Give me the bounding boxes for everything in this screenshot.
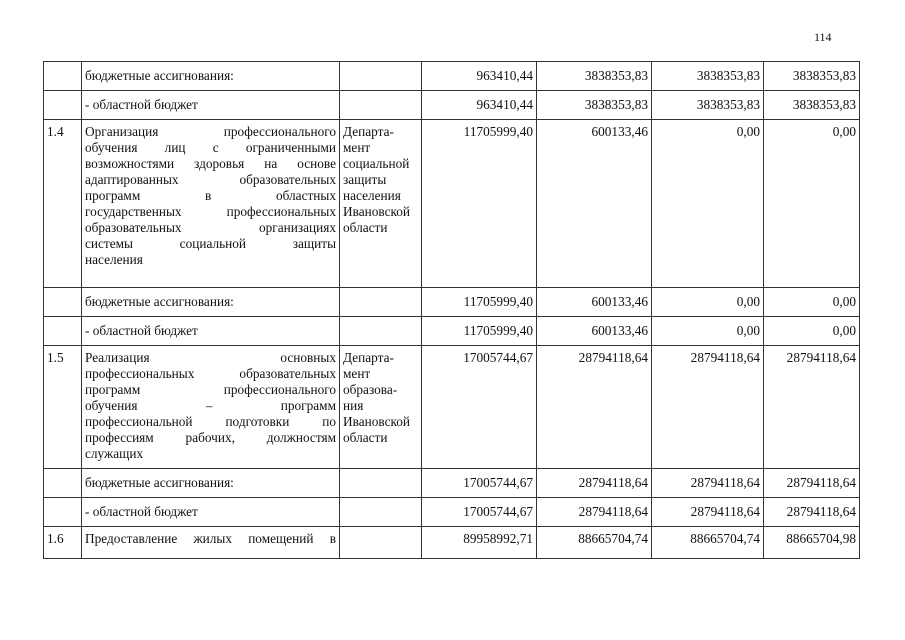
executor-cell bbox=[340, 288, 422, 317]
value-cell: 0,00 bbox=[764, 288, 860, 317]
row-number-cell bbox=[44, 91, 82, 120]
value-cell: 963410,44 bbox=[422, 62, 537, 91]
table-subrow bbox=[44, 62, 860, 91]
value-cell: 88665704,74 bbox=[652, 527, 764, 559]
description-line: Организация профессионального bbox=[85, 124, 336, 139]
value-cell: 0,00 bbox=[764, 317, 860, 346]
executor-cell bbox=[340, 498, 422, 527]
description-line: адаптированных образовательных bbox=[85, 172, 336, 187]
value-cell: 3838353,83 bbox=[652, 62, 764, 91]
value-cell: 0,00 bbox=[652, 288, 764, 317]
description-line: профессиональной подготовки по bbox=[85, 414, 336, 429]
executor-cell bbox=[340, 62, 422, 91]
description-line: обучения лиц с ограниченными bbox=[85, 140, 336, 155]
executor-line: области bbox=[343, 220, 388, 235]
description-line: профессиям рабочих, должностям bbox=[85, 430, 336, 445]
executor-line: Департа- bbox=[343, 350, 394, 365]
value-cell: 28794118,64 bbox=[537, 346, 652, 469]
description-line: профессиональных образовательных bbox=[85, 366, 336, 381]
executor-line: мент bbox=[343, 366, 371, 381]
executor-cell bbox=[340, 527, 422, 559]
value-cell: 28794118,64 bbox=[537, 469, 652, 498]
executor-cell bbox=[340, 91, 422, 120]
value-cell: 3838353,83 bbox=[764, 91, 860, 120]
description-line: возможностями здоровья на основе bbox=[85, 156, 336, 171]
subrow-label: бюджетные ассигнования: bbox=[82, 62, 340, 91]
item-description bbox=[82, 346, 340, 469]
subrow-label: - областной бюджет bbox=[82, 498, 340, 527]
table-body bbox=[44, 62, 860, 559]
executor-line: населения bbox=[343, 188, 401, 203]
table-subrow bbox=[44, 288, 860, 317]
row-number-cell bbox=[44, 288, 82, 317]
value-cell: 17005744,67 bbox=[422, 498, 537, 527]
value-cell: 11705999,40 bbox=[422, 288, 537, 317]
value-cell: 28794118,64 bbox=[764, 346, 860, 469]
value-cell: 17005744,67 bbox=[422, 346, 537, 469]
executor-line: социальной bbox=[343, 156, 410, 171]
budget-table bbox=[43, 61, 860, 559]
executor-cell bbox=[340, 346, 422, 469]
subrow-label: - областной бюджет bbox=[82, 91, 340, 120]
executor-line: области bbox=[343, 430, 388, 445]
value-cell: 11705999,40 bbox=[422, 317, 537, 346]
value-cell: 28794118,64 bbox=[652, 469, 764, 498]
value-cell: 963410,44 bbox=[422, 91, 537, 120]
page-number: 114 bbox=[814, 30, 832, 44]
value-cell: 3838353,83 bbox=[652, 91, 764, 120]
value-cell: 88665704,98 bbox=[764, 527, 860, 559]
executor-line: мент bbox=[343, 140, 371, 155]
table-row bbox=[44, 120, 860, 288]
executor-cell bbox=[340, 120, 422, 288]
row-number-cell bbox=[44, 498, 82, 527]
subrow-label: - областной бюджет bbox=[82, 317, 340, 346]
value-cell: 0,00 bbox=[764, 120, 860, 288]
value-cell: 11705999,40 bbox=[422, 120, 537, 288]
row-number-cell bbox=[44, 62, 82, 91]
value-cell: 0,00 bbox=[652, 120, 764, 288]
executor-line: Ивановской bbox=[343, 414, 411, 429]
executor-line: ния bbox=[343, 398, 364, 413]
subrow-label: бюджетные ассигнования: bbox=[82, 469, 340, 498]
executor-cell bbox=[340, 469, 422, 498]
value-cell: 28794118,64 bbox=[764, 498, 860, 527]
executor-line: Департа- bbox=[343, 124, 394, 139]
table-subrow bbox=[44, 317, 860, 346]
value-cell: 600133,46 bbox=[537, 120, 652, 288]
row-number: 1.6 bbox=[44, 527, 82, 559]
executor-line: образова- bbox=[343, 382, 398, 397]
row-number-cell bbox=[44, 469, 82, 498]
executor-cell bbox=[340, 317, 422, 346]
item-description bbox=[82, 527, 340, 559]
value-cell: 89958992,71 bbox=[422, 527, 537, 559]
row-number: 1.4 bbox=[44, 120, 82, 288]
row-number: 1.5 bbox=[44, 346, 82, 469]
value-cell: 28794118,64 bbox=[652, 498, 764, 527]
value-cell: 600133,46 bbox=[537, 317, 652, 346]
description-line: программ в областных bbox=[85, 188, 336, 203]
executor-line: защиты bbox=[343, 172, 387, 187]
value-cell: 28794118,64 bbox=[764, 469, 860, 498]
executor-line: Ивановской bbox=[343, 204, 411, 219]
description-line: программ профессионального bbox=[85, 382, 336, 397]
description-line: Реализация основных bbox=[85, 350, 336, 365]
description-line: Предоставление жилых помещений в bbox=[85, 531, 336, 546]
description-line: обучения – программ bbox=[85, 398, 336, 413]
table-subrow bbox=[44, 469, 860, 498]
subrow-label: бюджетные ассигнования: bbox=[82, 288, 340, 317]
table-row bbox=[44, 527, 860, 559]
table-subrow bbox=[44, 91, 860, 120]
description-line: образовательных организациях bbox=[85, 220, 336, 235]
value-cell: 28794118,64 bbox=[537, 498, 652, 527]
row-number-cell bbox=[44, 317, 82, 346]
value-cell: 3838353,83 bbox=[537, 91, 652, 120]
description-line: системы социальной защиты bbox=[85, 236, 336, 251]
table-row bbox=[44, 346, 860, 469]
value-cell: 3838353,83 bbox=[764, 62, 860, 91]
value-cell: 28794118,64 bbox=[652, 346, 764, 469]
value-cell: 0,00 bbox=[652, 317, 764, 346]
value-cell: 17005744,67 bbox=[422, 469, 537, 498]
description-line: государственных профессиональных bbox=[85, 204, 336, 219]
value-cell: 3838353,83 bbox=[537, 62, 652, 91]
description-line: служащих bbox=[85, 446, 144, 461]
item-description bbox=[82, 120, 340, 288]
description-line: населения bbox=[85, 252, 143, 267]
value-cell: 600133,46 bbox=[537, 288, 652, 317]
value-cell: 88665704,74 bbox=[537, 527, 652, 559]
table-subrow bbox=[44, 498, 860, 527]
